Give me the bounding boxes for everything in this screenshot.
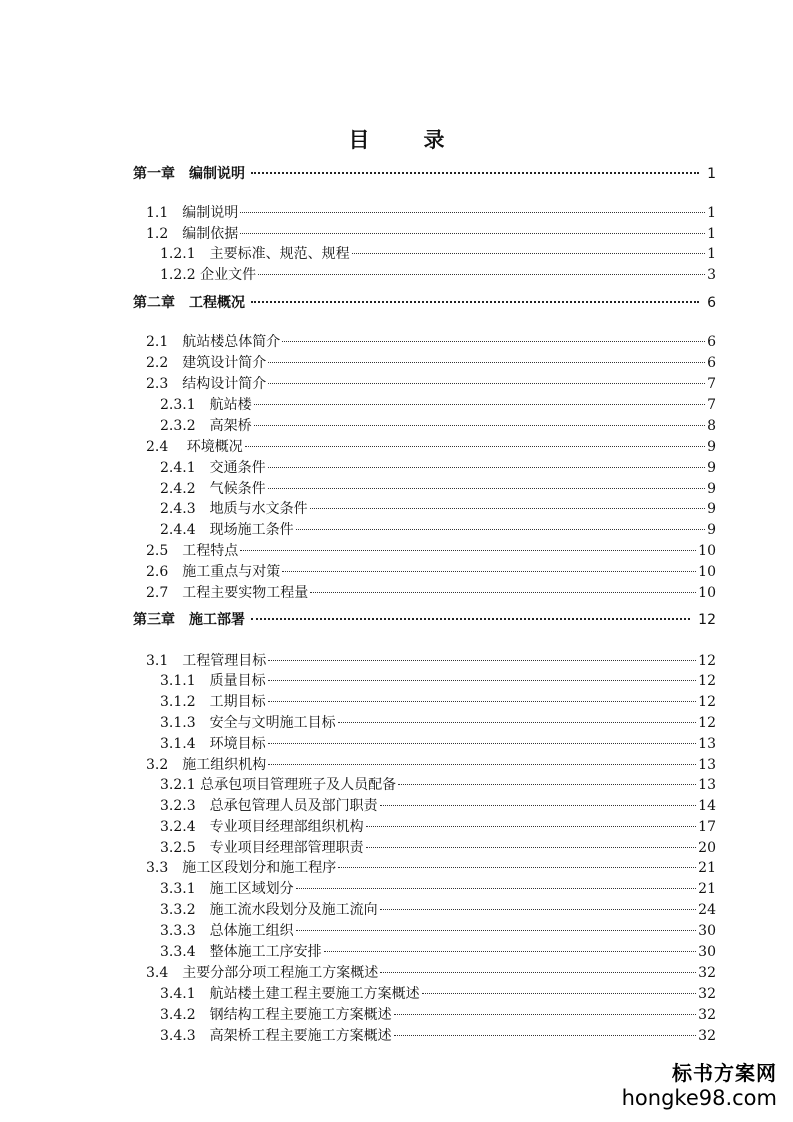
toc-entry-label: 3.2.1 总承包项目管理班子及人员配备 — [160, 777, 397, 793]
toc-leader-dots — [268, 763, 696, 765]
toc-section-entry[interactable] — [146, 223, 716, 243]
toc-section-entry[interactable] — [160, 691, 716, 711]
toc-leader-dots — [258, 273, 705, 275]
toc-entry-page-number: 6 — [707, 295, 716, 311]
toc-leader-dots — [268, 679, 697, 681]
toc-entry-label: 3.4.1 航站楼土建工程主要施工方案概述 — [160, 986, 420, 1002]
toc-entry-label: 3.2.5 专业项目经理部管理职责 — [160, 840, 364, 856]
toc-leader-dots — [268, 487, 705, 489]
toc-section-entry[interactable] — [160, 941, 716, 961]
toc-entry-page-number: 1 — [707, 166, 716, 182]
toc-leader-dots — [296, 887, 697, 889]
toc-entry-page-number: 32 — [698, 965, 716, 981]
toc-entry-label: 第三章 施工部署 — [133, 612, 245, 628]
toc-entry-label: 3.4.2 钢结构工程主要施工方案概述 — [160, 1007, 392, 1023]
toc-entry-page-number: 7 — [707, 376, 716, 392]
toc-entry-label: 3.4.3 高架桥工程主要施工方案概述 — [160, 1028, 392, 1044]
toc-leader-dots — [245, 445, 705, 447]
toc-entry-page-number: 9 — [707, 481, 716, 497]
toc-entry-page-number: 32 — [698, 986, 716, 1002]
toc-leader-dots — [254, 403, 705, 405]
toc-leader-dots — [268, 382, 705, 384]
toc-section-entry[interactable] — [146, 857, 716, 877]
toc-entry-page-number: 9 — [707, 501, 716, 517]
toc-entry-page-number: 12 — [698, 694, 716, 710]
toc-leader-dots — [366, 825, 697, 827]
toc-section-entry[interactable] — [160, 1025, 716, 1045]
toc-entry-label: 2.1 航站楼总体简介 — [146, 334, 281, 350]
toc-section-entry[interactable] — [146, 352, 716, 372]
toc-section-entry[interactable] — [146, 754, 716, 774]
toc-leader-dots — [268, 466, 705, 468]
toc-entry-label: 3.3.1 施工区域划分 — [160, 881, 294, 897]
toc-entry-label: 2.2 建筑设计简介 — [146, 355, 267, 371]
toc-leader-dots — [268, 659, 696, 661]
toc-section-entry[interactable] — [160, 733, 716, 753]
toc-entry-label: 1.1 编制说明 — [146, 205, 239, 221]
toc-section-entry[interactable] — [160, 670, 716, 690]
toc-leader-dots — [380, 908, 697, 910]
toc-section-entry[interactable] — [146, 561, 716, 581]
toc-entry-label: 3.1 工程管理目标 — [146, 653, 267, 669]
toc-entry-page-number: 30 — [698, 944, 716, 960]
toc-leader-dots — [380, 971, 696, 973]
toc-entry-page-number: 30 — [698, 923, 716, 939]
toc-entry-label: 1.2.2 企业文件 — [160, 267, 257, 283]
toc-section-entry[interactable] — [160, 899, 716, 919]
toc-section-entry[interactable] — [160, 478, 716, 498]
toc-entry-label: 3.1.3 安全与文明施工目标 — [160, 715, 336, 731]
toc-leader-dots — [254, 424, 705, 426]
toc-leader-dots — [296, 929, 697, 931]
toc-chapter-entry[interactable] — [133, 609, 716, 629]
toc-leader-dots — [310, 591, 696, 593]
toc-entry-page-number: 9 — [707, 439, 716, 455]
toc-entry-page-number: 1 — [707, 246, 716, 262]
toc-section-entry[interactable] — [146, 962, 716, 982]
toc-leader-dots — [268, 700, 697, 702]
toc-section-entry[interactable] — [146, 540, 716, 560]
toc-leader-dots — [240, 232, 705, 234]
toc-entry-page-number: 6 — [707, 355, 716, 371]
toc-entry-page-number: 24 — [698, 902, 716, 918]
watermark-brand-name: 标书方案网 — [672, 1061, 777, 1085]
toc-entry-page-number: 8 — [707, 418, 716, 434]
toc-section-entry[interactable] — [160, 519, 716, 539]
toc-entry-label: 第一章 编制说明 — [133, 166, 245, 182]
toc-entry-label: 3.3.2 施工流水段划分及施工流向 — [160, 902, 378, 918]
toc-entry-page-number: 32 — [698, 1028, 716, 1044]
toc-leader-dots — [366, 846, 697, 848]
toc-entry-page-number: 20 — [698, 840, 716, 856]
toc-section-entry[interactable] — [146, 582, 716, 602]
toc-section-entry[interactable] — [160, 983, 716, 1003]
toc-entry-page-number: 14 — [698, 798, 716, 814]
toc-entry-label: 3.1.4 环境目标 — [160, 736, 266, 752]
toc-entry-page-number: 12 — [698, 653, 716, 669]
toc-entry-label: 第二章 工程概况 — [133, 295, 245, 311]
toc-section-entry[interactable] — [146, 373, 716, 393]
toc-section-entry[interactable] — [160, 457, 716, 477]
toc-entry-page-number: 9 — [707, 460, 716, 476]
toc-entry-label: 3.2 施工组织机构 — [146, 757, 267, 773]
toc-entry-page-number: 13 — [698, 757, 716, 773]
toc-section-entry[interactable] — [160, 774, 716, 794]
toc-leader-dots — [352, 252, 705, 254]
page-title — [0, 124, 793, 154]
toc-leader-dots — [380, 804, 697, 806]
toc-entry-label: 2.3.2 高架桥 — [160, 418, 252, 434]
toc-entry-page-number: 12 — [698, 612, 716, 628]
toc-entry-page-number: 17 — [698, 819, 716, 835]
toc-leader-dots — [268, 361, 705, 363]
toc-entry-page-number: 12 — [698, 715, 716, 731]
toc-leader-dots — [310, 507, 705, 509]
toc-leader-dots — [394, 1034, 697, 1036]
toc-entry-label: 3.2.3 总承包管理人员及部门职责 — [160, 798, 378, 814]
toc-entry-page-number: 21 — [698, 881, 716, 897]
watermark-footer — [622, 1057, 777, 1110]
toc-entry-page-number: 13 — [698, 736, 716, 752]
toc-entry-label: 2.3 结构设计简介 — [146, 376, 267, 392]
toc-entry-page-number: 10 — [698, 564, 716, 580]
toc-leader-dots — [268, 742, 697, 744]
toc-leader-dots — [251, 300, 699, 303]
toc-entry-label: 1.2.1 主要标准、规范、规程 — [160, 246, 350, 262]
toc-section-entry[interactable] — [160, 920, 716, 940]
toc-entry-label: 2.4.1 交通条件 — [160, 460, 266, 476]
toc-leader-dots — [282, 340, 705, 342]
toc-entry-label: 2.7 工程主要实物工程量 — [146, 585, 309, 601]
toc-leader-dots — [251, 617, 690, 620]
toc-entry-page-number: 3 — [707, 267, 716, 283]
toc-entry-label: 3.3.3 总体施工组织 — [160, 923, 294, 939]
title-char-left: 目 — [348, 128, 370, 152]
toc-leader-dots — [338, 866, 696, 868]
toc-entry-page-number: 12 — [698, 673, 716, 689]
toc-entry-page-number: 6 — [707, 334, 716, 350]
toc-chapter-entry[interactable] — [133, 292, 716, 312]
toc-entry-label: 2.4.3 地质与水文条件 — [160, 501, 308, 517]
toc-entry-page-number: 7 — [707, 397, 716, 413]
toc-entry-label: 2.4.4 现场施工条件 — [160, 522, 294, 538]
toc-entry-page-number: 13 — [698, 777, 716, 793]
title-char-right: 录 — [423, 128, 445, 152]
toc-entry-page-number: 21 — [698, 860, 716, 876]
toc-entry-label: 2.3.1 航站楼 — [160, 397, 252, 413]
toc-section-entry[interactable] — [160, 498, 716, 518]
toc-entry-label: 3.2.4 专业项目经理部组织机构 — [160, 819, 364, 835]
toc-entry-page-number: 10 — [698, 585, 716, 601]
toc-leader-dots — [240, 211, 705, 213]
toc-leader-dots — [422, 992, 697, 994]
toc-section-entry[interactable] — [160, 837, 716, 857]
toc-entry-label: 3.4 主要分部分项工程施工方案概述 — [146, 965, 379, 981]
watermark-brand-url: hongke98.com — [621, 1086, 777, 1110]
toc-leader-dots — [398, 783, 696, 785]
toc-leader-dots — [394, 1013, 697, 1015]
toc-leader-dots — [240, 549, 696, 551]
toc-section-entry[interactable] — [160, 415, 716, 435]
toc-entry-page-number: 9 — [707, 522, 716, 538]
toc-entry-label: 3.3 施工区段划分和施工程序 — [146, 860, 337, 876]
toc-entry-label: 3.3.4 整体施工工序安排 — [160, 944, 322, 960]
toc-entry-label: 2.4 环境概况 — [146, 439, 243, 455]
toc-entry-page-number: 10 — [698, 543, 716, 559]
toc-section-entry[interactable] — [160, 264, 716, 284]
toc-section-entry[interactable] — [146, 436, 716, 456]
toc-leader-dots — [251, 171, 699, 174]
toc-section-entry[interactable] — [160, 1004, 716, 1024]
toc-section-entry[interactable] — [160, 816, 716, 836]
toc-entry-label: 2.6 施工重点与对策 — [146, 564, 281, 580]
toc-section-entry[interactable] — [160, 243, 716, 263]
toc-leader-dots — [282, 570, 696, 572]
toc-entry-label: 2.5 工程特点 — [146, 543, 239, 559]
toc-section-entry[interactable] — [146, 650, 716, 670]
toc-entry-label: 1.2 编制依据 — [146, 226, 239, 242]
toc-section-entry[interactable] — [146, 202, 716, 222]
toc-leader-dots — [324, 950, 697, 952]
toc-leader-dots — [296, 528, 705, 530]
toc-entry-label: 2.4.2 气候条件 — [160, 481, 266, 497]
toc-chapter-entry[interactable] — [133, 163, 716, 183]
toc-section-entry[interactable] — [160, 878, 716, 898]
toc-entry-page-number: 32 — [698, 1007, 716, 1023]
toc-section-entry[interactable] — [160, 712, 716, 732]
toc-section-entry[interactable] — [160, 394, 716, 414]
toc-entry-label: 3.1.2 工期目标 — [160, 694, 266, 710]
toc-entry-page-number: 1 — [707, 226, 716, 242]
toc-entry-label: 3.1.1 质量目标 — [160, 673, 266, 689]
toc-section-entry[interactable] — [160, 795, 716, 815]
toc-section-entry[interactable] — [146, 331, 716, 351]
toc-leader-dots — [338, 721, 697, 723]
toc-entry-page-number: 1 — [707, 205, 716, 221]
